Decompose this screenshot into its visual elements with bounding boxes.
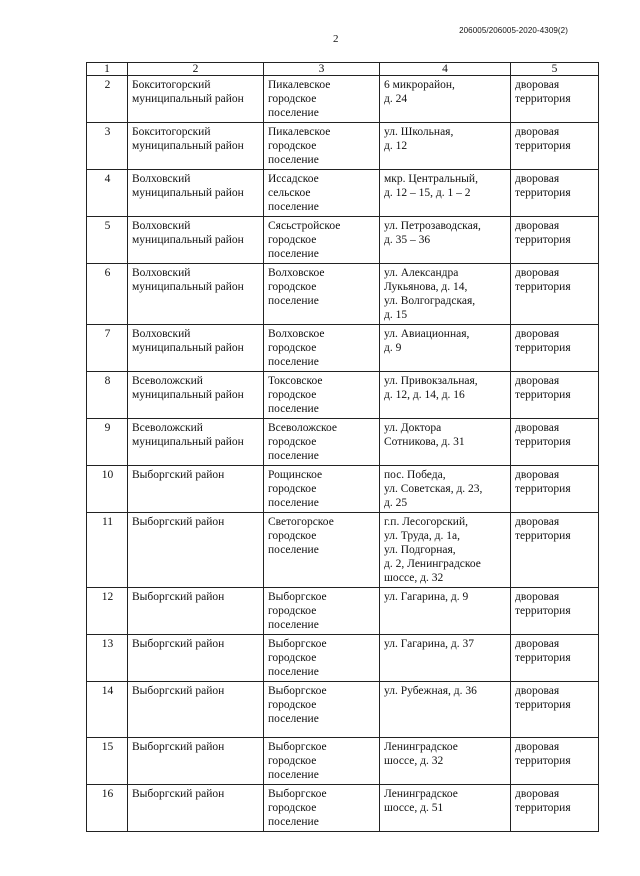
address-cell: 6 микрорайон, д. 24 [380,76,511,123]
row-number: 4 [87,170,128,217]
district-cell: Волховский муниципальный район [128,217,264,264]
territory-type-cell: дворовая территория [511,325,599,372]
district-cell: Выборгский район [128,682,264,738]
table-row [87,785,599,832]
address-cell: г.п. Лесогорский, ул. Труда, д. 1а, ул. Подгорная, д. 2, Ленинградское шоссе, д. 32 [380,513,511,588]
settlement-cell: Всеволожское городское поселение [264,419,380,466]
address-cell: ул. Доктора Сотникова, д. 31 [380,419,511,466]
territory-table [86,62,599,832]
row-number: 9 [87,419,128,466]
settlement-cell: Рощинское городское поселение [264,466,380,513]
row-number: 3 [87,123,128,170]
district-cell: Всеволожский муниципальный район [128,372,264,419]
row-number: 2 [87,76,128,123]
settlement-cell: Пикалевское городское поселение [264,123,380,170]
address-cell: ул. Авиационная, д. 9 [380,325,511,372]
table-row [87,588,599,635]
territory-type-cell: дворовая территория [511,76,599,123]
table-row [87,738,599,785]
district-cell: Волховский муниципальный район [128,325,264,372]
district-cell: Волховский муниципальный район [128,170,264,217]
district-cell: Всеволожский муниципальный район [128,419,264,466]
row-number: 5 [87,217,128,264]
table-row [87,372,599,419]
territory-type-cell: дворовая территория [511,372,599,419]
settlement-cell: Сясьстройское городское поселение [264,217,380,264]
district-cell: Выборгский район [128,513,264,588]
territory-type-cell: дворовая территория [511,682,599,738]
settlement-cell: Выборгское городское поселение [264,635,380,682]
settlement-cell: Токсовское городское поселение [264,372,380,419]
row-number: 11 [87,513,128,588]
territory-type-cell: дворовая территория [511,217,599,264]
district-cell: Бокситогорский муниципальный район [128,76,264,123]
row-number: 16 [87,785,128,832]
address-cell: ул. Александра Лукьянова, д. 14, ул. Волгоградская, д. 15 [380,264,511,325]
settlement-cell: Выборгское городское поселение [264,588,380,635]
table-row [87,513,599,588]
table-row [87,325,599,372]
address-cell: ул. Рубежная, д. 36 [380,682,511,738]
address-cell: ул. Петрозаводская, д. 35 – 36 [380,217,511,264]
table-row [87,170,599,217]
territory-type-cell: дворовая территория [511,123,599,170]
table-row [87,682,599,738]
document-id: 206005/206005-2020-4309(2) [459,26,568,35]
row-number: 15 [87,738,128,785]
district-cell: Выборгский район [128,588,264,635]
header-col-5: 5 [511,63,599,76]
territory-type-cell: дворовая территория [511,466,599,513]
row-number: 10 [87,466,128,513]
header-col-4: 4 [380,63,511,76]
address-cell: Ленинградское шоссе, д. 51 [380,785,511,832]
district-cell: Выборгский район [128,635,264,682]
territory-type-cell: дворовая территория [511,513,599,588]
settlement-cell: Волховское городское поселение [264,264,380,325]
row-number: 8 [87,372,128,419]
table-row [87,264,599,325]
address-cell: ул. Гагарина, д. 37 [380,635,511,682]
address-cell: ул. Школьная, д. 12 [380,123,511,170]
table-row [87,635,599,682]
address-cell: пос. Победа, ул. Советская, д. 23, д. 25 [380,466,511,513]
territory-type-cell: дворовая территория [511,264,599,325]
territory-type-cell: дворовая территория [511,170,599,217]
table-row [87,419,599,466]
row-number: 7 [87,325,128,372]
territory-type-cell: дворовая территория [511,588,599,635]
header-col-1: 1 [87,63,128,76]
row-number: 6 [87,264,128,325]
territory-type-cell: дворовая территория [511,738,599,785]
settlement-cell: Выборгское городское поселение [264,682,380,738]
territory-type-cell: дворовая территория [511,419,599,466]
address-cell: Ленинградское шоссе, д. 32 [380,738,511,785]
district-cell: Волховский муниципальный район [128,264,264,325]
settlement-cell: Пикалевское городское поселение [264,76,380,123]
settlement-cell: Светогорское городское поселение [264,513,380,588]
district-cell: Выборгский район [128,785,264,832]
settlement-cell: Иссадское сельское поселение [264,170,380,217]
table-row [87,76,599,123]
row-number: 12 [87,588,128,635]
table-row [87,217,599,264]
district-cell: Выборгский район [128,466,264,513]
district-cell: Выборгский район [128,738,264,785]
address-cell: ул. Привокзальная, д. 12, д. 14, д. 16 [380,372,511,419]
territory-type-cell: дворовая территория [511,635,599,682]
header-col-3: 3 [264,63,380,76]
row-number: 14 [87,682,128,738]
address-cell: ул. Гагарина, д. 9 [380,588,511,635]
header-row [87,63,599,76]
page-number: 2 [333,33,339,45]
table-row [87,123,599,170]
territory-type-cell: дворовая территория [511,785,599,832]
header-col-2: 2 [128,63,264,76]
settlement-cell: Выборгское городское поселение [264,738,380,785]
settlement-cell: Волховское городское поселение [264,325,380,372]
row-number: 13 [87,635,128,682]
address-cell: мкр. Центральный, д. 12 – 15, д. 1 – 2 [380,170,511,217]
district-cell: Бокситогорский муниципальный район [128,123,264,170]
table-row [87,466,599,513]
settlement-cell: Выборгское городское поселение [264,785,380,832]
